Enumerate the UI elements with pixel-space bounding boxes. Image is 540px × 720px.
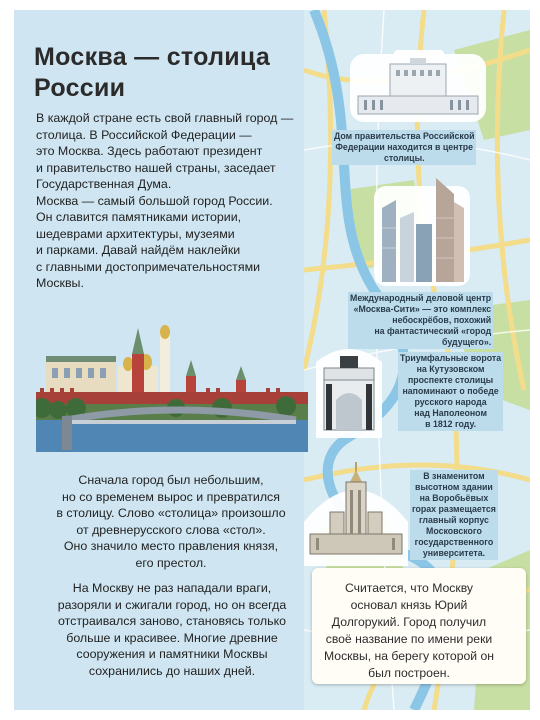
- caption-line: В знаменитом: [423, 471, 485, 481]
- infobox-line: Считается, что Москву: [344, 581, 474, 595]
- intro-line: Москва — самый большой город России.: [36, 193, 273, 208]
- caption-line: высотном здании: [415, 482, 493, 492]
- intro-line: В каждой стране есть свой главный город —: [36, 111, 294, 125]
- triumphal-arch-sticker-icon: [310, 338, 388, 438]
- infobox-line: Долгорукий. Город получил: [331, 615, 487, 629]
- msu-caption: [410, 470, 498, 560]
- intro-line: и парками. Давай найдём наклейки: [36, 243, 241, 257]
- caption-line: государственного: [414, 537, 494, 547]
- intro-line: Москвы.: [36, 276, 84, 290]
- history-line: Оно значило место правления князя,: [63, 539, 279, 553]
- caption-line: в 1812 году.: [425, 419, 477, 429]
- white-house-caption: [332, 130, 476, 165]
- white-house-sticker-icon: [350, 50, 486, 122]
- intro-line: это Москва. Здесь работают президент: [36, 144, 263, 158]
- intro-line: Он славится памятниками истории,: [36, 210, 242, 224]
- enemies-line: На Москву не раз нападали враги,: [72, 581, 272, 595]
- intro-line: Государственная Дума.: [36, 177, 172, 191]
- enemies-line: разоряли и сжигали город, но он всегда: [57, 597, 287, 612]
- infobox-line: своё название по имени реки: [325, 632, 493, 646]
- caption-line: университета.: [422, 548, 486, 558]
- arch-caption: [398, 352, 503, 431]
- caption-line: на фантастический «город: [374, 326, 492, 336]
- caption-line: Триумфальные ворота: [400, 353, 502, 363]
- caption-line: «Москва-Сити» — это комплекс: [353, 304, 492, 314]
- intro-line: и правительство нашей страны, заседает: [36, 160, 276, 175]
- caption-line: Федерации находится в центре: [335, 142, 474, 152]
- moscow-city-sticker-icon: [374, 178, 470, 286]
- intro-line: столица. В Российской Федерации —: [36, 127, 252, 142]
- history-line: в столицу. Слово «столица» произошло: [56, 506, 286, 520]
- infobox-line: основал князь Юрий: [350, 598, 468, 612]
- caption-line: главный корпус: [418, 515, 489, 525]
- infobox-line: Москвы, на берегу которой он: [324, 649, 494, 663]
- history-line: но со временем вырос и превратился: [62, 489, 280, 504]
- page: [14, 10, 530, 710]
- caption-line: горах размещается: [412, 504, 496, 514]
- enemies-paragraph: [36, 580, 308, 679]
- history-line: от древнерусского слова «стол».: [76, 522, 266, 537]
- page-title: [34, 42, 304, 104]
- msu-building-sticker-icon: [300, 462, 412, 566]
- enemies-line: сохранились до наших дней.: [88, 663, 256, 678]
- caption-line: Московского: [426, 526, 482, 536]
- founding-infobox: [312, 568, 526, 684]
- title-line-2: России: [34, 74, 126, 102]
- caption-line: над Наполеоном: [414, 408, 487, 418]
- caption-line: напоминают о победе: [402, 386, 499, 396]
- caption-line: русского народа: [414, 397, 487, 407]
- infobox-line: был построен.: [368, 666, 450, 680]
- caption-line: столицы.: [383, 153, 425, 163]
- enemies-line: больше и красивее. Многие древние: [66, 630, 278, 645]
- history-line: Сначала город был небольшим,: [78, 473, 264, 487]
- intro-paragraph: [36, 110, 308, 292]
- intro-line: с главными достопримечательностями: [36, 259, 261, 274]
- caption-line: проспекте столицы: [407, 375, 494, 385]
- intro-line: шедеврами архитектуры, музеями: [36, 226, 235, 241]
- enemies-line: сооружения и памятники Москвы: [76, 647, 268, 661]
- infobox-text: [324, 580, 494, 682]
- caption-line: на Воробьёвых: [419, 493, 489, 503]
- caption-line: Международный деловой центр: [350, 293, 492, 303]
- history-paragraph: [36, 472, 306, 571]
- history-line: его престол.: [135, 555, 207, 570]
- kremlin-illustration: [36, 320, 308, 452]
- caption-line: Дом правительства Российской: [334, 131, 475, 141]
- caption-line: будущего».: [442, 337, 492, 347]
- title-line-1: Москва — столица: [34, 43, 271, 71]
- caption-line: на Кутузовском: [416, 364, 485, 374]
- enemies-line: отстраивался заново, становясь только: [57, 614, 287, 628]
- caption-line: небоскрёбов, похожий: [392, 315, 492, 325]
